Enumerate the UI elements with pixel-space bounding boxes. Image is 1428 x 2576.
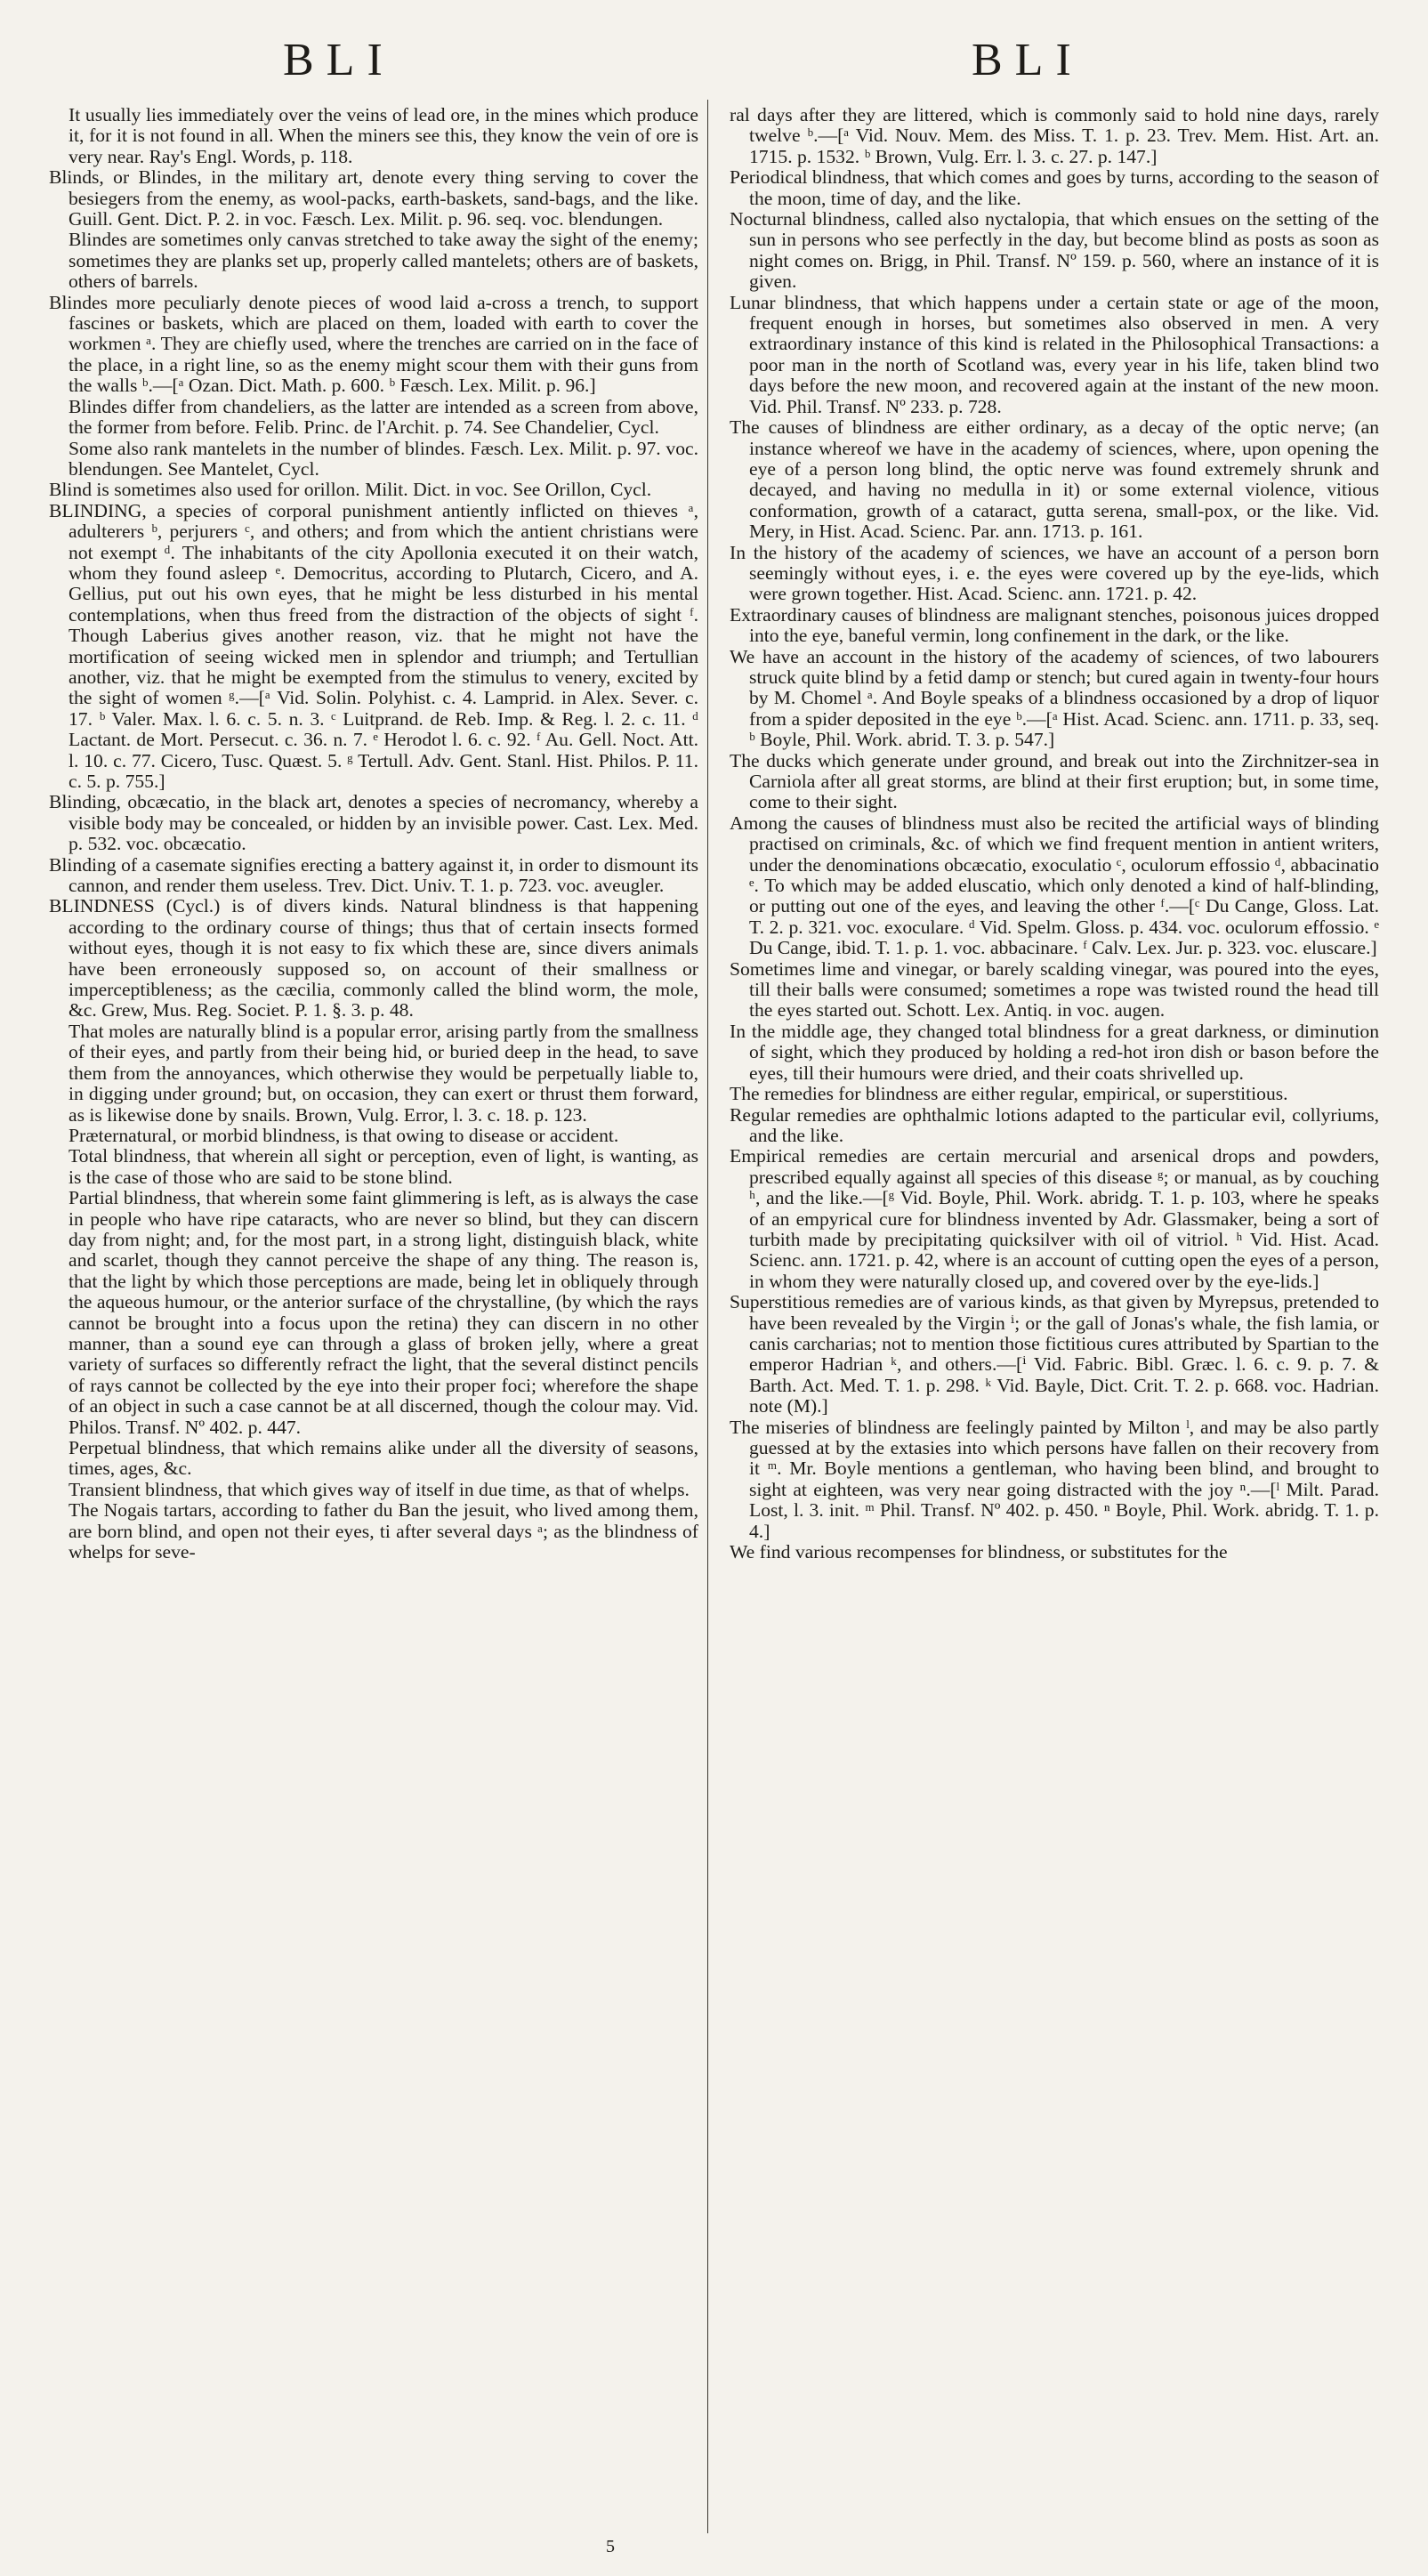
entry-paragraph: Lunar blindness, that which happens under a certain state or age of the moon, frequent enough in horses, but sometimes also observed in men. A very extraordinary instance of this kind is related in the Philosophical Transactions: a poor man in the north of Scotland was, every year in his life, taken blind two days before the new moon, and recovered again at the instant of the new moon. Vid. Phil. Transf. Nº 233. p. 728. [730,291,1379,417]
entry-paragraph: We have an account in the history of the academy of sciences, of two labourers struck quite blind by a fetid damp or stench; but cured again in twenty-four hours by M. Chomel ᵃ. And Boyle speaks of a blindness occasioned by a drop of liquor from a spider deposited in the eye ᵇ.—[ᵃ Hist. Acad. Scienc. ann. 1711. p. 33, seq. ᵇ Boyle, Phil. Work. abrid. T. 3. p. 547.] [730,645,1379,751]
running-head-left: BLI [283,35,395,85]
entry-paragraph: Blindes more peculiarly denote pieces of wood laid a-cross a trench, to support fascines or baskets, which are placed on them, loaded with earth to cover the workmen ᵃ. They are chiefly used, where the trenches are carried on in the face of the place, in a right line, so as the enemy might scour them with their guns from the walls ᵇ.—[ᵃ Ozan. Dict. Math. p. 600. ᵇ Fæsch. Lex. Milit. p. 96.] [49,291,698,397]
entry-paragraph: The miseries of blindness are feelingly painted by Milton ˡ, and may be also partly guessed at by the extasies into which persons have fallen on their recovery from it ᵐ. Mr. Boyle mentions a gentleman, who having been blind, and brought to sight at eighteen, was very near going distracted with the joy ⁿ.—[ˡ Milt. Parad. Lost, l. 3. init. ᵐ Phil. Transf. Nº 402. p. 450. ⁿ Boyle, Phil. Work. abridg. T. 1. p. 4.] [730,1416,1379,1542]
entry-paragraph: Perpetual blindness, that which remains alike under all the diversity of seasons, times, ages, &c. [69,1437,698,1480]
entry-paragraph: Præternatural, or morbid blindness, is that owing to disease or accident. [69,1124,619,1146]
entry-paragraph: Some also rank mantelets in the number of blindes. Fæsch. Lex. Milit. p. 97. voc. blendungen. See Mantelet, Cycl. [69,437,698,480]
entry-paragraph: The causes of blindness are either ordinary, as a decay of the optic nerve; (an instance whereof we have in the academy of sciences, where, upon opening the eye of a person long blind, the optic nerve was found extremely shrunk and decayed, and having no medulla in it) or some external violence, vitious conformation, growth of a cataract, gutta serena, small-pox, or the like. Vid. Mery, in Hist. Acad. Scienc. Par. ann. 1713. p. 161. [730,416,1379,543]
entry-paragraph: Among the causes of blindness must also be recited the artificial ways of blinding practised on criminals, &c. of which we find frequent mention in antient writers, under the denominations obcæcatio, exoculatio ᶜ, oculorum effossio ᵈ, abbacinatio ᵉ. To which may be added eluscatio, which only denoted a kind of half-blinding, or putting out one of the eyes, and leaving the other ᶠ.—[ᶜ Du Cange, Gloss. Lat. T. 2. p. 321. voc. exoculare. ᵈ Vid. Spelm. Gloss. p. 434. voc. oculorum effossio. ᵉ Du Cange, ibid. T. 1. p. 1. voc. abbacinare. ᶠ Calv. Lex. Jur. p. 323. voc. eluscare.] [730,812,1379,959]
entry-paragraph: Blindes differ from chandeliers, as the latter are intended as a screen from above, the former from before. Felib. Princ. de l'Archit. p. 74. See Chandelier, Cycl. [69,395,698,439]
entry-paragraph: In the middle age, they changed total blindness for a great darkness, or diminution of sight, which they produced by holding a red-hot iron dish or bason before the eyes, till their humours were dried, and their coats shrivelled up. [730,1020,1379,1084]
running-head-right: BLI [972,35,1084,85]
entry-paragraph: Extraordinary causes of blindness are malignant stenches, poisonous juices dropped into the eye, baneful vermin, long confinement in the dark, or the like. [730,603,1379,647]
right-column [730,105,1379,1563]
entry-paragraph: Partial blindness, that wherein some faint glimmering is left, as is always the case in people who have ripe cataracts, who are never so blind, but they can discern day from night; and, for the most part, in a strong light, distinguish black, white and scarlet, though they cannot perceive the shape of any thing. The reason is, that the light by which those perceptions are made, being let in obliquely through the aqueous humour, or the anterior surface of the chrystalline, (by which the rays cannot be brought into a focus upon the retina) they can discern in no other manner, than a sound eye can through a glass of broken jelly, where a great variety of surfaces so differently refract the light, that the several distinct pencils of rays cannot be collected by the eye into their proper foci; wherefore the shape of an object in such a case cannot be at all discerned, though the colour may. Vid. Philos. Transf. Nº 402. p. 447. [69,1187,698,1438]
left-column [49,105,698,1563]
entry-paragraph: The remedies for blindness are either regular, empirical, or superstitious. [730,1083,1288,1105]
entry-paragraph: Blindes are sometimes only canvas stretched to take away the sight of the enemy; sometimes they are planks set up, properly called mantelets; others are of baskets, others of barrels. [69,229,698,293]
entry-paragraph: BLINDNESS (Cycl.) is of divers kinds. Natural blindness is that happening according to the ordinary course of things; thus that of certain insects formed without eyes, though it is not easy to fix which these are, since divers animals have been erroneously supposed so, on account of their smallness or imperceptibleness; as the cæcilia, commonly called the blind worm, the mole, &c. Grew, Mus. Reg. Societ. P. 1. §. 3. p. 48. [49,895,698,1022]
entry-paragraph: Superstitious remedies are of various kinds, as that given by Myrepsus, pretended to have been revealed by the Virgin ⁱ; or the gall of Jonas's whale, the fish lamia, or canis carcharias; not to mention those fictitious cures attributed by Spartian to the emperor Hadrian ᵏ, and others.—[ⁱ Vid. Fabric. Bibl. Græc. l. 6. c. 9. p. 7. & Barth. Act. Med. T. 1. p. 298. ᵏ Vid. Bayle, Dict. Crit. T. 2. p. 668. voc. Hadrian. note (M).] [730,1291,1379,1417]
entry-paragraph: Periodical blindness, that which comes and goes by turns, according to the season of the moon, time of day, and the like. [730,166,1379,209]
entry-paragraph: Total blindness, that wherein all sight or perception, even of light, is wanting, as is the case of those who are said to be stone blind. [69,1145,698,1188]
entry-paragraph: It usually lies immediately over the veins of lead ore, in the mines which produce it, for it is not found in all. When the miners see this, they know the vein of ore is very near. Ray's Engl. Words, p. 118. [69,104,698,167]
entry-paragraph: Nocturnal blindness, called also nyctalopia, that which ensues on the setting of the sun in persons who see perfectly in the day, but become blind as posts as soon as night comes on. Brigg, in Phil. Transf. Nº 159. p. 560, where an instance of it is given. [730,208,1379,293]
page-number: 5 [606,2537,615,2556]
entry-paragraph: Blinding of a casemate signifies erecting a battery against it, in order to dismount its cannon, and render them useless. Trev. Dict. Univ. T. 1. p. 723. voc. aveugler. [49,853,698,897]
entry-paragraph: Blind is sometimes also used for orillon. Milit. Dict. in voc. See Orillon, Cycl. [49,479,652,501]
column-divider [707,100,708,2533]
entry-paragraph: ral days after they are littered, which is commonly said to hold nine days, rarely twelve ᵇ.—[ᵃ Vid. Nouv. Mem. des Miss. T. 1. p. 23. Trev. Mem. Hist. Art. an. 1715. p. 1532. ᵇ Brown, Vulg. Err. l. 3. c. 27. p. 147.] [730,104,1379,167]
entry-paragraph: BLINDING, a species of corporal punishment antiently inflicted on thieves ᵃ, adulterers ᵇ, perjurers ᶜ, and others; and from which the antient christians were not exempt ᵈ. The inhabitants of the city Apollonia executed it on their watch, whom they found asleep ᵉ. Democritus, according to Plutarch, Cicero, and A. Gellius, put out his own eyes, that he might be less disturbed in his mental contemplations, when thus freed from the distraction of the objects of sight ᶠ. Though Laberius gives another reason, viz. that he might not have the mortification of seeing wicked men in splendor and triumph; and Tertullian another, viz. that he might be exempted from the stimulus to venery, excited by the sight of women ᵍ.—[ᵃ Vid. Solin. Polyhist. c. 4. Lamprid. in Alex. Sever. c. 17. ᵇ Valer. Max. l. 6. c. 5. n. 3. ᶜ Luitprand. de Reb. Imp. & Reg. l. 2. c. 11. ᵈ Lactant. de Mort. Persecut. c. 36. n. 7. ᵉ Herodot l. 6. c. 92. ᶠ Au. Gell. Noct. Att. l. 10. c. 77. Cicero, Tusc. Quæst. 5. ᵍ Tertull. Adv. Gent. Stanl. Hist. Philos. P. 11. c. 5. p. 755.] [49,499,698,792]
entry-paragraph: Regular remedies are ophthalmic lotions adapted to the particular evil, collyriums, and the like. [730,1103,1379,1146]
entry-paragraph: Sometimes lime and vinegar, or barely scalding vinegar, was poured into the eyes, till their balls were consumed; sometimes a rope was twisted round the head till the eyes started out. Schott. Lex. Antiq. in voc. augen. [730,957,1379,1022]
entry-paragraph: Blinds, or Blindes, in the military art, denote every thing serving to cover the besiegers from the enemy, as wool-packs, earth-baskets, sand-bags, and the like. Guill. Gent. Dict. P. 2. in voc. Fæsch. Lex. Milit. p. 96. seq. voc. blendungen. [49,166,698,230]
entry-paragraph: The Nogais tartars, according to father du Ban the jesuit, who lived among them, are born blind, and open not their eyes, ti after several days ᵃ; as the blindness of whelps for seve- [69,1499,698,1563]
entry-paragraph: Transient blindness, that which gives way of itself in due time, as that of whelps. [69,1478,690,1500]
entry-paragraph: In the history of the academy of sciences, we have an account of a person born seemingly without eyes, i. e. the eyes were covered up by the eye-lids, which were grown together. Hist. Acad. Scienc. ann. 1721. p. 42. [730,541,1379,605]
entry-paragraph: We find various recompenses for blindness, or substitutes for the [730,1541,1228,1563]
entry-paragraph: Empirical remedies are certain mercurial and arsenical drops and powders, prescribed equally against all species of this disease ᵍ; or manual, as by couching ʰ, and the like.—[ᵍ Vid. Boyle, Phil. Work. abridg. T. 1. p. 103, where he speaks of an empyrical cure for blindness invented by Adr. Glassmaker, being a sort of turbith made by precipitating quicksilver with oil of vitriol. ʰ Vid. Hist. Acad. Scienc. ann. 1721. p. 42, where is an account of cutting open the eyes of a person, in whom they were naturally closed up, and covered over by the eye-lids.] [730,1145,1379,1292]
entry-paragraph: That moles are naturally blind is a popular error, arising partly from the smallness of their eyes, and partly from their being hid, or buried deep in the head, to save them from the annoyances, which otherwise they would be perpetually liable to, in digging under ground; but, on occasion, they can exert or thrust them forward, as is likewise done by snails. Brown, Vulg. Error, l. 3. c. 18. p. 123. [69,1020,698,1126]
entry-paragraph: Blinding, obcæcatio, in the black art, denotes a species of necromancy, whereby a visible body may be concealed, or hidden by an invisible power. Cast. Lex. Med. p. 532. voc. obcæcatio. [49,791,698,855]
entry-paragraph: The ducks which generate under ground, and break out into the Zirchnitzer-sea in Carniola after all great storms, are blind at their first eruption; but, in some time, come to their sight. [730,749,1379,813]
